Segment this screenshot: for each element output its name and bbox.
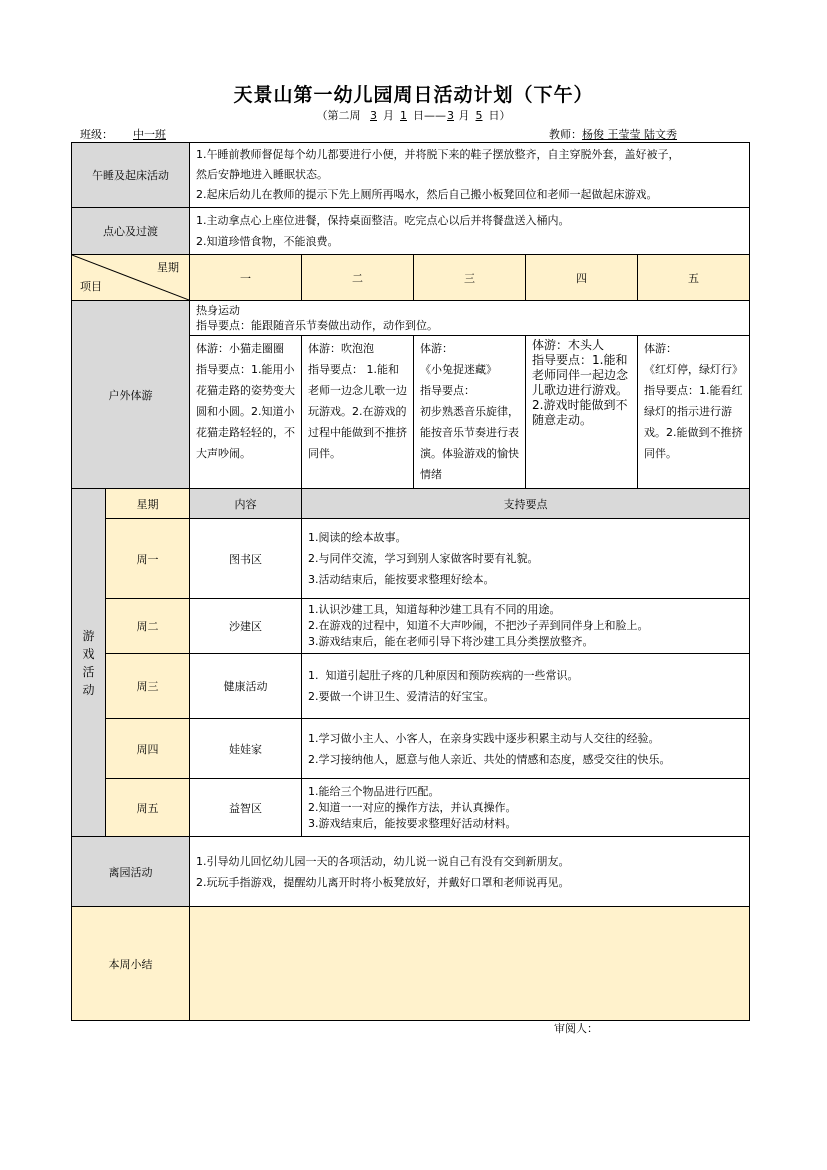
day-header-thu: 四 [526, 255, 638, 301]
leaving-line-1: 1.引导幼儿回忆幼儿园一天的各项活动，幼儿说一说自己有没有交到新朋友。 [196, 854, 570, 868]
games-content[interactable]: 沙建区 [190, 599, 302, 654]
games-content[interactable]: 健康活动 [190, 654, 302, 719]
leaving-line-2: 2.玩玩手指游戏，提醒幼儿离开时将小板凳放好，并戴好口罩和老师说再见。 [196, 875, 570, 889]
games-row [72, 654, 750, 719]
teacher-info [549, 126, 677, 142]
games-points[interactable] [302, 719, 750, 779]
warmup-content[interactable] [190, 301, 750, 336]
snack-row [72, 208, 750, 255]
games-point: 1.认识沙建工具，知道每种沙建工具有不同的用途。 [308, 603, 561, 616]
summary-row [72, 907, 750, 1021]
games-row [72, 519, 750, 599]
games-points[interactable] [302, 599, 750, 654]
teacher-label: 教师： [549, 128, 582, 141]
games-col-day: 星期 [106, 489, 190, 519]
nap-line-3: 2.起床后幼儿在教师的提示下先上厕所再喝水，然后自己搬小板凳回位和老师一起做起床游戏。 [196, 188, 658, 201]
games-point: 2.学习接纳他人，愿意与他人亲近、共处的情感和态度，感受交往的快乐。 [308, 752, 671, 766]
snack-content[interactable] [190, 208, 750, 255]
games-header-row [72, 489, 750, 519]
games-day: 周一 [106, 519, 190, 599]
outdoor-activity-wed[interactable]: 体游： 《小兔捉迷藏》 指导要点： 初步熟悉音乐旋律，能按音乐节奏进行表演。体验游戏的愉快情绪 [414, 336, 526, 489]
start-day[interactable]: 1 [400, 109, 407, 122]
games-day: 周三 [106, 654, 190, 719]
end-month[interactable]: 3 [447, 109, 454, 122]
games-point: 2.在游戏的过程中，知道不大声吵闹，不把沙子弄到同伴身上和脸上。 [308, 619, 649, 632]
class-value[interactable]: 中一班 [133, 128, 166, 141]
teacher-value[interactable]: 杨俊 王莹莹 陆文秀 [582, 128, 677, 141]
nap-label: 午睡及起床活动 [72, 143, 190, 208]
page-title: 天景山第一幼儿园周日活动计划（下午） [233, 84, 594, 106]
snack-line-2: 2.知道珍惜食物，不能浪费。 [196, 235, 339, 248]
class-info [80, 126, 192, 142]
games-point: 2.与同伴交流，学习到别人家做客时要有礼貌。 [308, 552, 539, 565]
week-label: （第二周 [316, 109, 361, 122]
games-points[interactable] [302, 654, 750, 719]
corner-top-label: 星期 [157, 261, 179, 274]
games-point: 3.游戏结束后，能按要求整理好活动材料。 [308, 816, 517, 830]
games-point: 2.要做一个讲卫生、爱清洁的好宝宝。 [308, 690, 495, 703]
leaving-row [72, 837, 750, 907]
games-content[interactable]: 娃娃家 [190, 719, 302, 779]
games-day: 周二 [106, 599, 190, 654]
corner-header [72, 255, 190, 301]
games-day: 周五 [106, 779, 190, 837]
games-point: 3.游戏结束后，能在老师引导下将沙建工具分类摆放整齐。 [308, 635, 594, 648]
games-row [72, 599, 750, 654]
start-month[interactable]: 3 [370, 109, 377, 122]
outdoor-activity-mon[interactable]: 体游：小猫走圈圈 指导要点：1.能用小花猫走路的姿势变大圆和小圆。2.知道小花猫走路轻轻的，不大声吵闹。 [190, 336, 302, 489]
day-header-mon: 一 [190, 255, 302, 301]
games-row [72, 779, 750, 837]
outdoor-warmup-row [72, 301, 750, 336]
outdoor-activity-fri[interactable]: 体游： 《红灯停，绿灯行》 指导要点：1.能看红绿灯的指示进行游戏。2.能做到不推挤同伴。 [638, 336, 750, 489]
summary-input[interactable] [190, 907, 750, 1021]
leaving-content[interactable] [190, 837, 750, 907]
end-day[interactable]: 5 [475, 109, 483, 122]
leaving-label: 离园活动 [72, 837, 190, 907]
games-col-content: 内容 [190, 489, 302, 519]
days-header-row [72, 255, 750, 301]
month-label-2: 月 [458, 109, 470, 122]
games-label: 游戏活动 [82, 628, 95, 697]
games-point: 1. 知道引起肚子疼的几种原因和预防疾病的一些常识。 [308, 669, 579, 682]
day-header-wed: 三 [414, 255, 526, 301]
nap-line-1: 1.午睡前教师督促每个幼儿都要进行小便，并将脱下来的鞋子摆放整齐，自主穿脱外套，盖好被子， [196, 148, 680, 161]
corner-bottom-label: 项目 [80, 280, 102, 293]
games-point: 3.活动结束后，能按要求整理好绘本。 [308, 573, 495, 586]
day-header-fri: 五 [638, 255, 750, 301]
nap-content[interactable] [190, 143, 750, 208]
games-point: 1.阅读的绘本故事。 [308, 531, 407, 544]
games-label-cell [72, 489, 106, 837]
class-label: 班级： [80, 128, 113, 141]
summary-label: 本周小结 [72, 907, 190, 1021]
day-header-tue: 二 [302, 255, 414, 301]
snack-line-1: 1.主动拿点心上座位进餐，保持桌面整洁。吃完点心以后并将餐盘送入桶内。 [196, 214, 570, 227]
games-point: 1.学习做小主人、小客人，在亲身实践中逐步积累主动与人交往的经验。 [308, 731, 660, 745]
games-content[interactable]: 图书区 [190, 519, 302, 599]
games-points[interactable] [302, 519, 750, 599]
games-content[interactable]: 益智区 [190, 779, 302, 837]
reviewer-label[interactable]: 审阅人： [554, 1022, 598, 1035]
nap-line-2: 然后安静地进入睡眠状态。 [196, 168, 328, 181]
outdoor-activity-thu[interactable]: 体游：木头人 指导要点：1.能和老师同伴一起边念儿歌边进行游戏。2.游戏时能做到不随意走动。 [526, 336, 638, 489]
nap-row [72, 143, 750, 208]
games-col-points: 支持要点 [302, 489, 750, 519]
month-label: 月 [383, 109, 394, 122]
games-point: 2.知道一一对应的操作方法，并认真操作。 [308, 800, 517, 814]
games-day: 周四 [106, 719, 190, 779]
outdoor-label: 户外体游 [72, 301, 190, 489]
outdoor-activity-tue[interactable]: 体游：吹泡泡 指导要点： 1.能和老师一边念儿歌一边玩游戏。2.在游戏的过程中能做到不推挤同伴。 [302, 336, 414, 489]
games-row [72, 719, 750, 779]
snack-label: 点心及过渡 [72, 208, 190, 255]
date-range [0, 107, 827, 123]
day-suffix: 日） [488, 109, 511, 122]
plan-table [71, 142, 750, 1021]
warmup-points: 指导要点：能跟随音乐节奏做出动作，动作到位。 [196, 319, 438, 332]
games-point: 1.能给三个物品进行匹配。 [308, 784, 440, 798]
games-points[interactable] [302, 779, 750, 837]
day-label: 日—— [413, 109, 446, 122]
warmup-title: 热身运动 [196, 304, 240, 317]
